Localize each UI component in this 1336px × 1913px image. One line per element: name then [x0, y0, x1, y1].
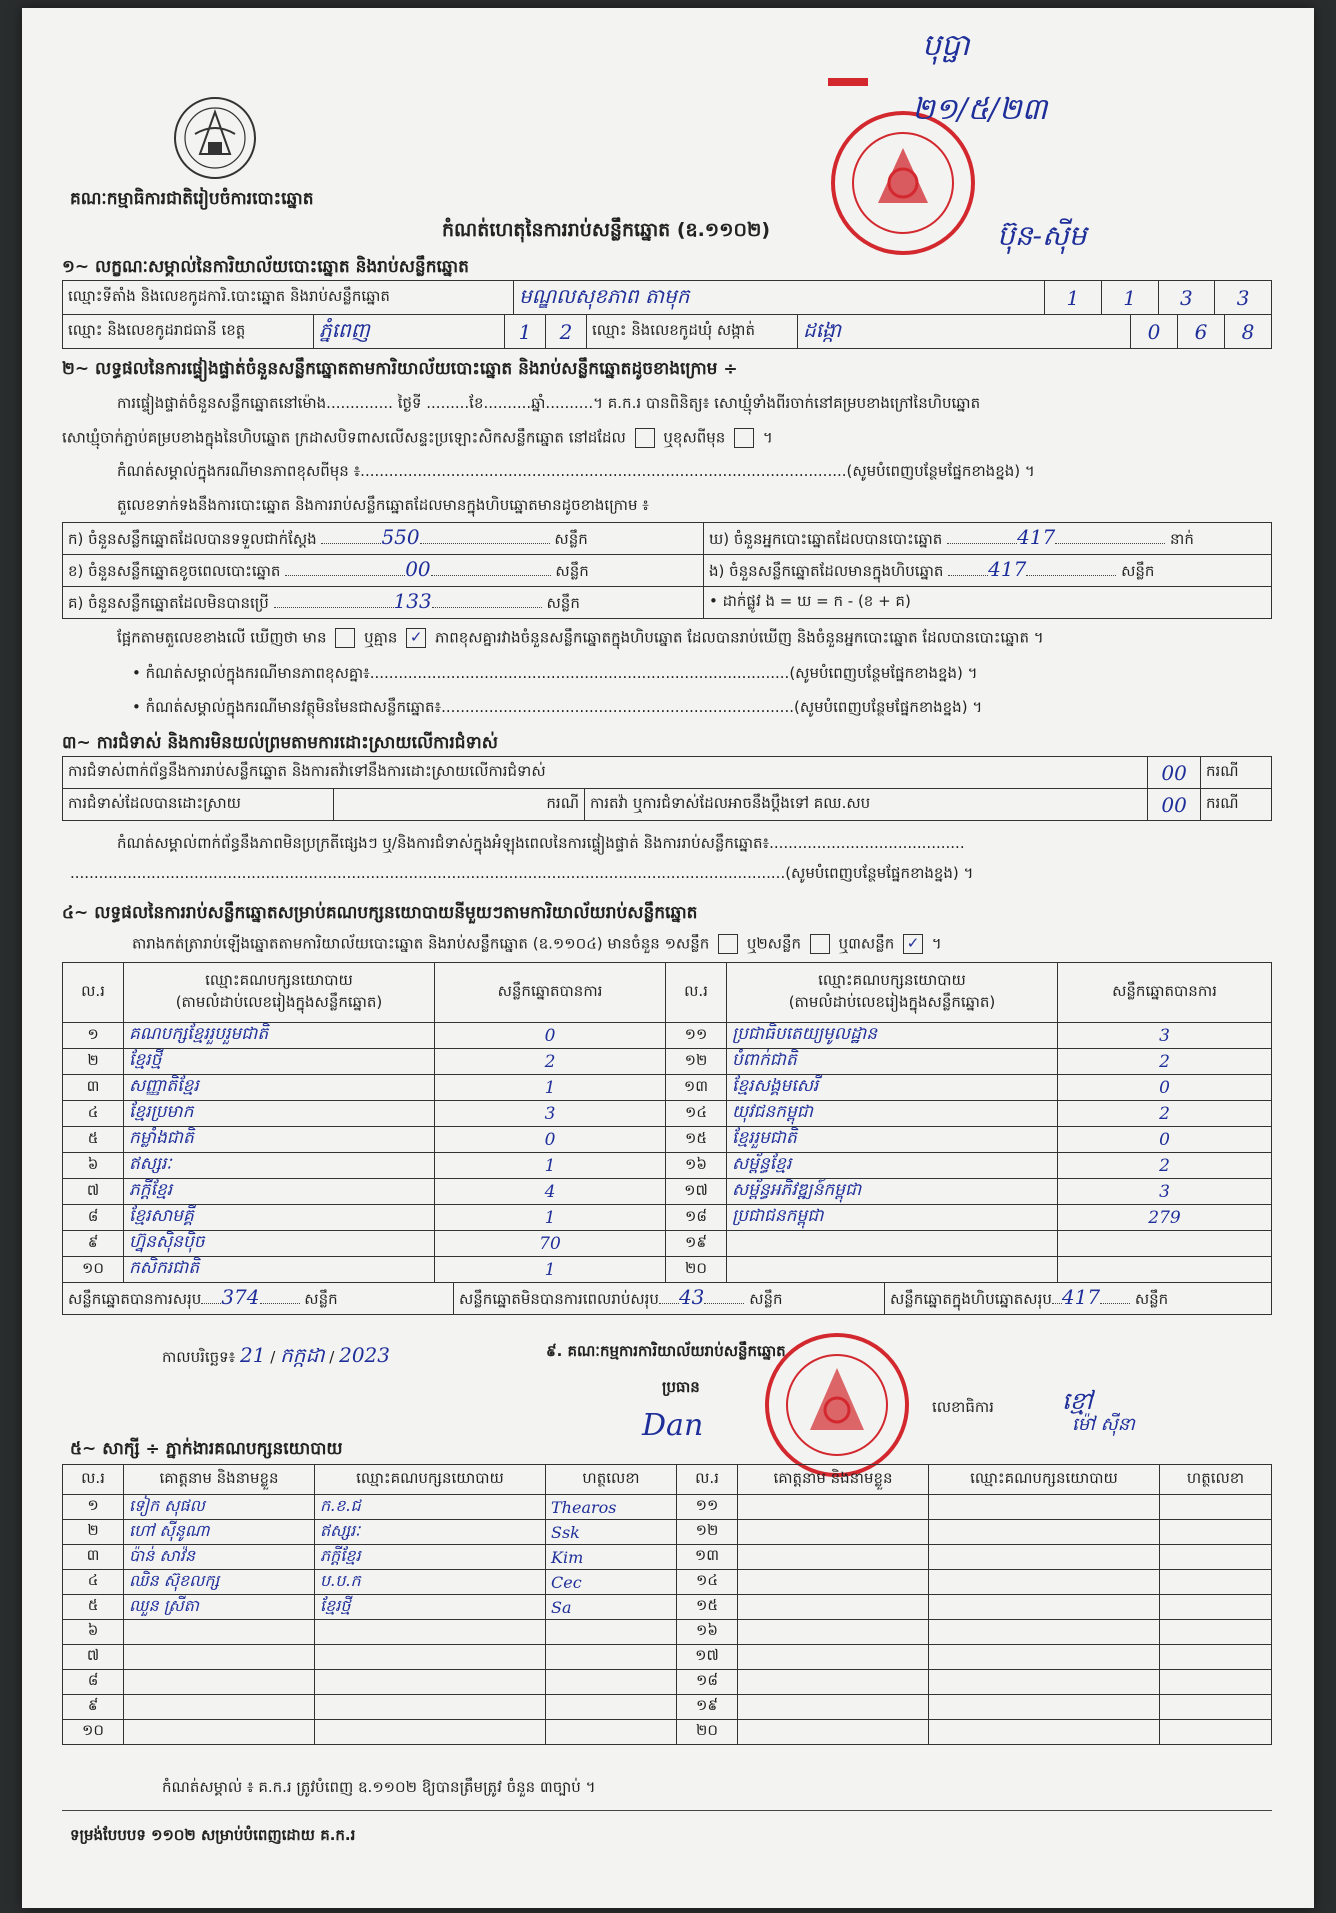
section3-heading: ៣~ ការជំទាស់ និងការមិនយល់ព្រមតាមការដោះស្រាយលើការជំទាស់ [62, 733, 498, 753]
vote-count: 3 [1058, 1179, 1272, 1205]
witness-party [315, 1645, 546, 1670]
table-row [63, 1595, 1272, 1620]
total-invalid-label: សន្លឹកឆ្នោតមិនបានការពេលរាប់សរុប [459, 1290, 659, 1308]
party-name: សម្ព័ន្ធអភិវឌ្ឍន៍កម្ពុជា [727, 1179, 1058, 1205]
s1-commune: ដង្កោ [798, 315, 1131, 349]
table-row [63, 1075, 1272, 1101]
party-name: ឥស្សរៈ [124, 1153, 435, 1179]
s2-r1-left [63, 523, 704, 555]
witness-signature [546, 1670, 677, 1695]
s2-paragraph-2: សោឃ្មុំចាក់ភ្ជាប់គម្របខាងក្នុងនៃហិបឆ្នោត ក្រដាសបិទពាសលើសន្ទះប្រឡោះសិកសន្លឹកឆ្នោត នៅដដែល ឬខុសពីមុន ។ [62, 428, 773, 447]
table-row [63, 1545, 1272, 1570]
witness-party [929, 1545, 1160, 1570]
official-stamp-bottom [762, 1330, 912, 1484]
secretary-name: ម៉ៅ ស៊ីនា [1072, 1414, 1135, 1435]
s3-row2-value: 00 [1148, 789, 1201, 821]
s1-code-4: 3 [1215, 281, 1272, 315]
section1-heading: ១~ លក្ខណៈសម្គាល់នៃការិយាល័យបោះឆ្នោត និងរាប់សន្លឹកឆ្នោត [62, 257, 469, 277]
party-name: ខ្មែរសាមគ្គី [124, 1205, 435, 1231]
total-valid-label: សន្លឹកឆ្នោតបានការសរុប [68, 1290, 202, 1308]
col-party: ឈ្មោះគណបក្សនយោបាយ [315, 1465, 546, 1495]
total-box-value: 417 [1061, 1285, 1101, 1309]
vote-count: 0 [1058, 1075, 1272, 1101]
s1-commune-code-2: 6 [1178, 315, 1225, 349]
row-number: ១២ [677, 1520, 738, 1545]
s2-r3-left-label: គ) ចំនួនសន្លឹកឆ្នោតដែលមិនបានប្រើ [68, 594, 269, 612]
row-number: ៩ [63, 1695, 124, 1720]
row-number: ១៧ [666, 1179, 727, 1205]
party-name: ហ្វ៊ុនស៊ិនប៉ិច [124, 1231, 435, 1257]
row-number: ៥ [63, 1127, 124, 1153]
two-sheets-checkbox[interactable] [810, 934, 830, 954]
total-valid-cell [63, 1283, 454, 1315]
section5-heading: ៥~ សាក្សី ÷ ភ្នាក់ងារគណបក្សនយោបាយ [70, 1439, 343, 1459]
s4-results-body [63, 1023, 1272, 1283]
row-number: ១៨ [677, 1670, 738, 1695]
col-name: គោត្តនាម និងនាមខ្លួន [124, 1465, 315, 1495]
s3-row1-label: ការជំទាស់ពាក់ព័ន្ធនឹងការរាប់សន្លឹកឆ្នោត និងការតវ៉ាទៅនឹងការដោះស្រាយលើការជំទាស់ [63, 757, 1148, 789]
witness-party [315, 1620, 546, 1645]
table-row [63, 1049, 1272, 1075]
date-month: កក្កដា [280, 1343, 325, 1367]
col-votes: សន្លឹកឆ្នោតបានការ [435, 963, 666, 1023]
col-sign: ហត្ថលេខា [546, 1465, 677, 1495]
witness-name [738, 1520, 929, 1545]
s4-intro-2: ឬ២សន្លឹក [746, 934, 802, 953]
party-name: កសិករជាតិ [124, 1257, 435, 1283]
table-row [63, 1645, 1272, 1670]
row-number: ៧ [63, 1645, 124, 1670]
row-number: ១៩ [677, 1695, 738, 1720]
vote-count [1058, 1257, 1272, 1283]
total-box-label: សន្លឹកឆ្នោតក្នុងហិបឆ្នោតសរុប [890, 1290, 1052, 1308]
party-name: ប្រជាជនកម្ពុជា [727, 1205, 1058, 1231]
col-votes: សន្លឹកឆ្នោតបានការ [1058, 963, 1272, 1023]
col-party-line1: ឈ្មោះគណបក្សនយោបាយ [818, 970, 966, 989]
col-party-line2: (តាមលំដាប់លេខរៀងក្នុងសន្លឹកឆ្នោត) [788, 992, 996, 1011]
witness-name [738, 1620, 929, 1645]
row-number: ៦ [63, 1153, 124, 1179]
s1-province-code-1: 1 [505, 315, 546, 349]
witness-party [929, 1595, 1160, 1620]
table-row [63, 1620, 1272, 1645]
witness-name [738, 1595, 929, 1620]
s2-r1-left-label: ក) ចំនួនសន្លឹកឆ្នោតដែលបានទទួលជាក់ស្តែង [68, 530, 317, 548]
witness-party [315, 1720, 546, 1745]
s1-commune-label: ឈ្មោះ និងលេខកូដឃុំ សង្កាត់ [587, 315, 798, 349]
three-sheets-checkbox[interactable]: ✓ [903, 934, 923, 954]
s1-code-1: 1 [1045, 281, 1102, 315]
row-number: ១២ [666, 1049, 727, 1075]
vote-count: 70 [435, 1231, 666, 1257]
col-party-line1: ឈ្មោះគណបក្សនយោបាយ [205, 970, 353, 989]
unit: សន្លឹក [304, 1290, 338, 1308]
s4-intro-3: ឬ៣សន្លឹក [838, 934, 895, 953]
party-name [727, 1231, 1058, 1257]
s2-p2-text: សោឃ្មុំចាក់ភ្ជាប់គម្របខាងក្នុងនៃហិបឆ្នោត ក្រដាសបិទពាសលើសន្ទះប្រឡោះសិកសន្លឹកឆ្នោត នៅដដែល [62, 428, 626, 447]
witness-signature: Thearos [546, 1495, 677, 1520]
witness-signature [1160, 1495, 1272, 1520]
witness-name [738, 1645, 929, 1670]
col-no: ល.រ [63, 1465, 124, 1495]
table-row [63, 1023, 1272, 1049]
witness-name: ឈិន ស៊ុខលក្ស [124, 1570, 315, 1595]
witness-party: ភក្តីខ្មែរ [315, 1545, 546, 1570]
table-row [63, 1153, 1272, 1179]
col-no: ល.រ [677, 1465, 738, 1495]
annotation-line-3: ប៊ុន-ស៊ីម [997, 219, 1087, 252]
witness-signature [1160, 1620, 1272, 1645]
vote-count: 0 [435, 1023, 666, 1049]
table-row [63, 1101, 1272, 1127]
row-number: ៩ [63, 1231, 124, 1257]
col-sign: ហត្ថលេខា [1160, 1465, 1272, 1495]
witness-party [929, 1620, 1160, 1645]
s1-row1-label: ឈ្មោះទីតាំង និងលេខកូដការិ.បោះឆ្នោត និងរាប់សន្លឹកឆ្នោត [63, 281, 514, 315]
vote-count: 0 [435, 1127, 666, 1153]
secretary-signature: ខ្មៅ [1062, 1387, 1093, 1415]
witness-party: ខ្មែរថ្មី [315, 1595, 546, 1620]
s2-r2-right [704, 555, 1272, 587]
s1-row1-value: មណ្ឌលសុខភាព តាមុក [514, 281, 1045, 315]
s3-note-2: ......................................................................................................................................................(សូមបំពេញបន្ថែមផ្នែកខាងខ្នង) ។ [70, 864, 974, 882]
total-valid-value: 374 [221, 1285, 260, 1309]
s3-table [62, 756, 1272, 821]
witness-name [738, 1495, 929, 1520]
witness-signature [1160, 1570, 1272, 1595]
committee-name: គណៈកម្មាធិការជាតិរៀបចំការបោះឆ្នោត [70, 189, 314, 209]
witness-signature [1160, 1645, 1272, 1670]
witness-name [124, 1695, 315, 1720]
vote-count: 3 [1058, 1023, 1272, 1049]
section1-table [62, 280, 1272, 349]
footer-divider [62, 1810, 1272, 1811]
witness-name [738, 1670, 929, 1695]
s4-results-table [62, 962, 1272, 1315]
row-number: ៥ [63, 1595, 124, 1620]
witness-signature [546, 1620, 677, 1645]
witness-name: ឈួន ស្រីតា [124, 1595, 315, 1620]
col-name: គោត្តនាម និងនាមខ្លួន [738, 1465, 929, 1495]
unit: សន្លឹក [555, 562, 589, 580]
witness-signature: Kim [546, 1545, 677, 1570]
party-name [727, 1257, 1058, 1283]
witness-party [929, 1720, 1160, 1745]
table-row [63, 1231, 1272, 1257]
vote-count [1058, 1231, 1272, 1257]
voters-count: 417 [1017, 525, 1056, 549]
witness-name [738, 1695, 929, 1720]
table-row [63, 1695, 1272, 1720]
table-row [63, 1670, 1272, 1695]
s2-paragraph-5 [117, 628, 1044, 651]
row-number: ៤ [63, 1570, 124, 1595]
party-name: ខ្មែរប្រមាក [124, 1101, 435, 1127]
s3-unit: ករណី [1201, 789, 1272, 821]
one-sheet-checkbox[interactable] [718, 934, 738, 954]
table-row [63, 1720, 1272, 1745]
party-name: ខ្មែររួមជាតិ [727, 1127, 1058, 1153]
row-number: ១ [63, 1495, 124, 1520]
s2-paragraph-7: • កំណត់សម្គាល់ក្នុងករណីមានវត្ថុមិនមែនជាសន្លឹកឆ្នោត៖..........................................................................(សូមបំពេញបន្ថែមផ្នែកខាងខ្នង) ។ [132, 698, 983, 716]
row-number: ១០ [63, 1720, 124, 1745]
witness-party [929, 1695, 1160, 1720]
s1-province-code-2: 2 [546, 315, 587, 349]
witness-signature [1160, 1545, 1272, 1570]
ballots-in-box-count: 417 [988, 557, 1027, 581]
vote-count: 2 [1058, 1153, 1272, 1179]
annotation-line-2: ២១/៥/២៣ [912, 92, 1048, 127]
witness-signature [546, 1645, 677, 1670]
section2-heading: ២~ លទ្ធផលនៃការផ្ទៀងផ្ទាត់ចំនួនសន្លឹកឆ្នោតតាមការិយាល័យបោះឆ្នោត និងរាប់សន្លឹកឆ្នោតដូចខាងក្រោម ÷ [62, 359, 738, 379]
s4-intro-text: តារាងកត់ត្រារាប់ឡើងឆ្នោតតាមការិយាល័យបោះឆ្នោត និងរាប់សន្លឹកឆ្នោត (ឧ.១១០៤) មានចំនួន ១សន្លឹក [132, 934, 710, 953]
sign-committee: ៩. គណៈកម្មការការិយាល័យរាប់សន្លឹកឆ្នោត [546, 1342, 786, 1360]
row-number: ១៨ [666, 1205, 727, 1231]
s2-p2-or: ឬខុសពីមុន [663, 428, 726, 447]
date-label: កាលបរិច្ឆេទ៖ [162, 1348, 236, 1366]
witness-name [124, 1620, 315, 1645]
row-number: ១១ [666, 1023, 727, 1049]
witness-name [124, 1670, 315, 1695]
secretary-label: លេខាធិការ [932, 1398, 994, 1416]
col-party [727, 963, 1058, 1023]
witness-name [738, 1570, 929, 1595]
row-number: ៤ [63, 1101, 124, 1127]
spoiled-count: 00 [405, 557, 431, 581]
party-name: យុវជនកម្ពុជា [727, 1101, 1058, 1127]
row-number: ៣ [63, 1545, 124, 1570]
row-number: ៦ [63, 1620, 124, 1645]
witness-name [124, 1720, 315, 1745]
witness-signature [1160, 1520, 1272, 1545]
row-number: ១៦ [666, 1153, 727, 1179]
col-party [124, 963, 435, 1023]
witness-party [315, 1670, 546, 1695]
row-number: ១៣ [677, 1545, 738, 1570]
s3-row2-mid: ករណី [334, 789, 585, 821]
total-invalid-value: 43 [678, 1285, 705, 1309]
chief-label: ប្រធាន [662, 1378, 700, 1396]
party-name: គណបក្សខ្មែររួបរួមជាតិ [124, 1023, 435, 1049]
s2-r2-right-label: ង) ចំនួនសន្លឹកឆ្នោតដែលមានក្នុងហិបឆ្នោត [709, 562, 944, 580]
row-number: ១០ [63, 1257, 124, 1283]
vote-count: 0 [1058, 1127, 1272, 1153]
row-number: ១៩ [666, 1231, 727, 1257]
s2-r1-right-label: ឃ) ចំនួនអ្នកបោះឆ្នោតដែលបានបោះឆ្នោត [709, 530, 943, 548]
unit: សន្លឹក [554, 530, 588, 548]
row-number: ១៤ [666, 1101, 727, 1127]
witness-signature [1160, 1695, 1272, 1720]
witness-name: ប៉ាន់ សាវ៉ន [124, 1545, 315, 1570]
row-number: ១ [63, 1023, 124, 1049]
party-name: សម្ព័ន្ធខ្មែរ [727, 1153, 1058, 1179]
section4-heading: ៤~ លទ្ធផលនៃការរាប់សន្លឹកឆ្នោតសម្រាប់គណបក្សនយោបាយនីមួយៗតាមការិយាល័យរាប់សន្លឹកឆ្នោត [62, 903, 698, 923]
s3-row2-label: ការជំទាស់ដែលបានដោះស្រាយ [63, 789, 334, 821]
received-count: 550 [381, 525, 420, 549]
row-number: ១១ [677, 1495, 738, 1520]
row-number: ១៦ [677, 1620, 738, 1645]
s1-code-2: 1 [1101, 281, 1158, 315]
s1-row2-label: ឈ្មោះ និងលេខកូដរាជធានី ខេត្ត [63, 315, 314, 349]
s3-row1-value: 00 [1148, 757, 1201, 789]
s3-row2-label2: ការតវ៉ា ឬការជំទាស់ដែលអាចនឹងប្តឹងទៅ គឈ.សប [585, 789, 1148, 821]
s5-note: កំណត់សម្គាល់ ៖ គ.ក.រ ត្រូវបំពេញ ឧ.១១០២ ឱ្យបានត្រឹមត្រូវ ចំនួន ៣ច្បាប់ ។ [162, 1778, 596, 1796]
table-row [63, 1570, 1272, 1595]
witness-signature [1160, 1595, 1272, 1620]
witness-party [929, 1570, 1160, 1595]
witness-signature: Ssk [546, 1520, 677, 1545]
party-name: ខ្មែរសង្គមសេរី [727, 1075, 1058, 1101]
date-day: 21 [240, 1343, 266, 1367]
witness-name [124, 1645, 315, 1670]
witness-signature: Cec [546, 1570, 677, 1595]
s5-witness-table [62, 1464, 1272, 1745]
same-checkbox[interactable] [635, 428, 655, 448]
s2-p5-c: ភាពខុសគ្នារវាងចំនួនសន្លឹកឆ្នោតក្នុងហិបឆ្នោត ដែលបានរាប់ឃើញ និងចំនួនអ្នកបោះឆ្នោត ដែលបានបោះឆ្នោត ។ [434, 628, 1044, 647]
table-row [63, 1495, 1272, 1520]
witness-signature [1160, 1670, 1272, 1695]
s1-commune-code-1: 0 [1131, 315, 1178, 349]
witness-party: ប.ប.ក [315, 1570, 546, 1595]
party-name: សញ្ញាតិខ្មែរ [124, 1075, 435, 1101]
witness-name [738, 1545, 929, 1570]
vote-count: 279 [1058, 1205, 1272, 1231]
witness-party [929, 1520, 1160, 1545]
witness-name: ហៅ ស៊ីនូណា [124, 1520, 315, 1545]
s3-unit: ករណី [1201, 757, 1272, 789]
vote-count: 4 [435, 1179, 666, 1205]
witness-party [929, 1645, 1160, 1670]
s3-note-1: កំណត់សម្គាល់ពាក់ព័ន្ធនឹងភាពមិនប្រក្រតីផ្សេងៗ ឬ/និងការជំទាស់ក្នុងអំឡុងពេលនៃការផ្ទៀងផ្ទាត់ និងការរាប់សន្លឹកឆ្នោត៖......................................... [117, 834, 965, 852]
party-name: កម្លាំងជាតិ [124, 1127, 435, 1153]
witness-party: ឥស្សរៈ [315, 1520, 546, 1545]
unit: សន្លឹក [546, 594, 580, 612]
s1-province: ភ្នំពេញ [314, 315, 505, 349]
vote-count: 2 [1058, 1049, 1272, 1075]
unused-count: 133 [393, 589, 432, 613]
date-year: 2023 [339, 1343, 391, 1367]
nec-emblem [170, 94, 260, 186]
row-number: ១៣ [666, 1075, 727, 1101]
s2-r2-left-label: ខ) ចំនួនសន្លឹកឆ្នោតខូចពេលបោះឆ្នោត [68, 562, 281, 580]
unit: នាក់ [1170, 530, 1194, 548]
witness-party [929, 1495, 1160, 1520]
s4-intro: តារាងកត់ត្រារាប់ឡើងឆ្នោតតាមការិយាល័យបោះឆ្នោត និងរាប់សន្លឹកឆ្នោត (ឧ.១១០៤) មានចំនួន ១សន្លឹក ឬ២សន្លឹក ឬ៣សន្លឹក ✓ ។ [132, 934, 942, 953]
s2-r1-right [704, 523, 1272, 555]
s2-p5-b: ឬគ្មាន [364, 628, 398, 647]
s2-r2-left [63, 555, 704, 587]
table-row [63, 1127, 1272, 1153]
witness-signature: Sa [546, 1595, 677, 1620]
col-party: ឈ្មោះគណបក្សនយោបាយ [929, 1465, 1160, 1495]
row-number: ១៥ [666, 1127, 727, 1153]
party-name: ខ្មែរថ្មី [124, 1049, 435, 1075]
col-no: ល.រ [63, 963, 124, 1023]
row-number: ៣ [63, 1075, 124, 1101]
s2-paragraph-3: កំណត់សម្គាល់ក្នុងករណីមានភាពខុសពីមុន ៖......................................................................................................(សូមបំពេញបន្ថែមផ្នែកខាងខ្នង) ។ [117, 462, 1035, 480]
total-invalid-cell [454, 1283, 885, 1315]
footer-text: ទម្រង់បែបបទ ១១០២ សម្រាប់បំពេញដោយ គ.ក.រ [70, 1826, 356, 1844]
ballot-count-report [22, 8, 1314, 1908]
witness-party: ក.ខ.ជ [315, 1495, 546, 1520]
witness-name [738, 1720, 929, 1745]
annotation-line-1: បុប្ផា [922, 28, 970, 63]
party-name: បំពាក់ជាតិ [727, 1049, 1058, 1075]
s2-formula: • ដាក់ផ្លូវ ង = ឃ = ក - (ខ + គ) [704, 587, 1272, 619]
row-number: ២ [63, 1049, 124, 1075]
witness-signature [1160, 1720, 1272, 1745]
vote-count: 2 [1058, 1101, 1272, 1127]
witness-party [315, 1695, 546, 1720]
party-name: ភក្តីខ្មែរ [124, 1179, 435, 1205]
form-title: កំណត់ហេតុនៃការរាប់សន្លឹកឆ្នោត (ឧ.១១០២) [442, 219, 771, 241]
table-row [63, 1179, 1272, 1205]
stamp-mark [828, 78, 868, 86]
row-number: ១៧ [677, 1645, 738, 1670]
table-row [63, 1257, 1272, 1283]
witness-party [929, 1670, 1160, 1695]
row-number: ៧ [63, 1179, 124, 1205]
different-checkbox[interactable] [734, 428, 754, 448]
vote-count: 1 [435, 1205, 666, 1231]
chief-signature: Dan [642, 1408, 704, 1443]
row-number: ២ [63, 1520, 124, 1545]
row-number: ៨ [63, 1205, 124, 1231]
row-number: ៨ [63, 1670, 124, 1695]
table-row [63, 1205, 1272, 1231]
row-number: ១៤ [677, 1570, 738, 1595]
witness-signature [546, 1695, 677, 1720]
no-difference-checkbox[interactable]: ✓ [406, 628, 426, 648]
vote-count: 1 [435, 1153, 666, 1179]
party-name: ប្រជាធិបតេយ្យមូលដ្ឋាន [727, 1023, 1058, 1049]
col-party-line2: (តាមលំដាប់លេខរៀងក្នុងសន្លឹកឆ្នោត) [175, 992, 383, 1011]
s1-commune-code-3: 8 [1225, 315, 1272, 349]
vote-count: 3 [435, 1101, 666, 1127]
row-number: ១៥ [677, 1595, 738, 1620]
s1-code-3: 3 [1158, 281, 1215, 315]
unit: សន្លឹក [749, 1290, 783, 1308]
s2-paragraph-1: ការផ្ទៀងផ្ទាត់ចំនួនសន្លឹកឆ្នោតនៅម៉ោង.............. ថ្ងៃទី .........ខែ..........ឆ្នាំ..........។ គ.ក.រ បានពិនិត្យ៖ សោឃ្មុំទាំងពីរចាក់នៅគម្របខាងក្រៅនៃហិបឆ្នោត [117, 394, 981, 412]
total-box-cell [885, 1283, 1272, 1315]
col-no: ល.រ [666, 963, 727, 1023]
s5-witness-body [63, 1495, 1272, 1745]
row-number: ២០ [666, 1257, 727, 1283]
s2-p5-a: ផ្អែកតាមតួលេខខាងលើ ឃើញថា មាន [117, 628, 327, 647]
s2-paragraph-6: • កំណត់សម្គាល់ក្នុងករណីមានភាពខុសគ្នា៖........................................................................................(សូមបំពេញបន្ថែមផ្នែកខាងខ្នង) ។ [132, 664, 978, 682]
table-row [63, 1520, 1272, 1545]
s2-paragraph-4: តួលេខទាក់ទងនឹងការបោះឆ្នោត និងការរាប់សន្លឹកឆ្នោតដែលមានក្នុងហិបឆ្នោតមានដូចខាងក្រោម ៖ [117, 496, 649, 514]
date-line: កាលបរិច្ឆេទ៖ 21 / កក្កដា / 2023 [162, 1343, 391, 1367]
vote-count: 1 [435, 1075, 666, 1101]
row-number: ២០ [677, 1720, 738, 1745]
vote-count: 2 [435, 1049, 666, 1075]
witness-signature [546, 1720, 677, 1745]
s2-figures-table [62, 522, 1272, 619]
unit: សន្លឹក [1134, 1290, 1169, 1308]
witness-name: ទៀក សុផល [124, 1495, 315, 1520]
unit: សន្លឹក [1121, 562, 1155, 580]
has-difference-checkbox[interactable] [335, 628, 355, 648]
s2-r3-left [63, 587, 704, 619]
vote-count: 1 [435, 1257, 666, 1283]
